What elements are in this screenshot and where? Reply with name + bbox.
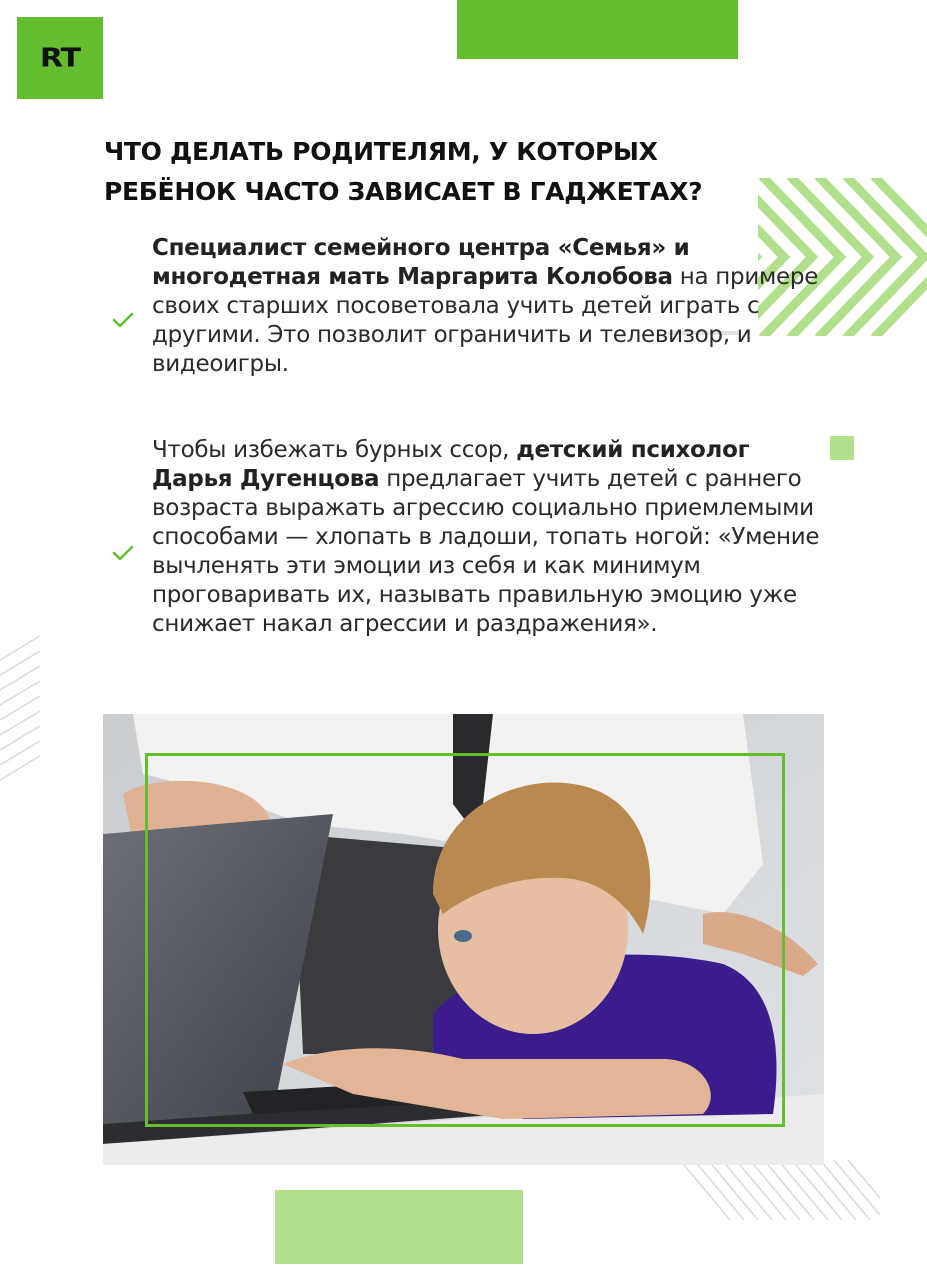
tip-2-bold: детский психолог Дарья Дугенцова xyxy=(152,437,750,492)
photo-frame xyxy=(145,753,785,1127)
check-icon xyxy=(112,311,134,329)
top-accent-bar xyxy=(457,0,738,59)
rt-logo xyxy=(17,17,103,99)
tip-2-text-after: предлагает учить детей с раннего возраста выражать агрессию социально приемлемыми способами — хлопать в ладоши, топать ногой: «Умение вычленять эти эмоции из себя и как минимум проговаривать их, называть правильную эмоцию уже снижает накал агрессии и раздражения». xyxy=(152,466,820,637)
bottom-accent-bar xyxy=(275,1190,523,1264)
page-title: ЧТО ДЕЛАТЬ РОДИТЕЛЯМ, У КОТОРЫХ РЕБЁНОК ЧАСТО ЗАВИСАЕТ В ГАДЖЕТАХ? xyxy=(104,137,703,206)
diagonal-hatch-left-icon xyxy=(0,636,40,796)
tip-item-1 xyxy=(152,234,832,379)
tip-1-text: на примере своих старших посоветовала учить детей играть с другими. Это позволит ограничить и телевизор, и видеоигры. xyxy=(152,264,819,377)
tip-2-text-before: Чтобы избежать бурных ссор, xyxy=(152,437,517,463)
check-icon xyxy=(112,544,134,562)
decorative-square xyxy=(830,436,854,460)
tip-item-2 xyxy=(152,436,832,639)
tip-1-bold: Специалист семейного центра «Семья» и многодетная мать Маргарита Колобова xyxy=(152,235,690,290)
logo-text: RT xyxy=(39,43,81,73)
